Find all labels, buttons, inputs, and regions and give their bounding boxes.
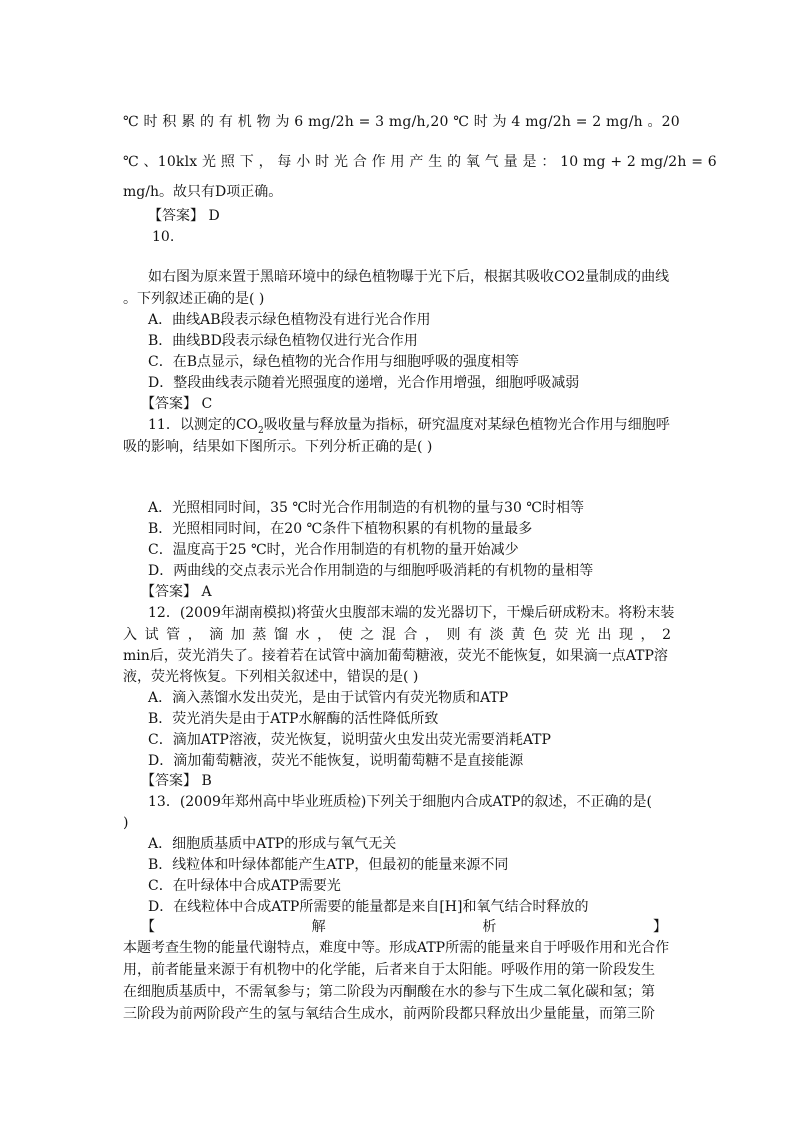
word: 则 [446,627,461,643]
word: 滴 [209,627,224,643]
word: 有 [468,627,482,643]
question-text: 吸的影响，结果如下图所示。下列分析正确的是( ) [123,439,433,455]
word: 管 [166,627,181,643]
question-text: 液，荧光将恢复。下列相关叙述中，错误的是( ) [123,669,419,685]
option-a: A．细胞质基质中ATP的形成与氧气无关 [148,836,397,852]
analysis-text: 用，前者能量来源于有机物中的化学能，后者来自于太阳能。呼吸作用的第一阶段发生 [123,962,655,978]
question-text: 如右图为原来置于黑暗环境中的绿色植物曝于光下后，根据其吸收CO2量制成的曲线 [148,269,670,285]
word: 加 [230,627,245,643]
option-b: B．线粒体和叶绿体都能产生ATP，但最初的能量来源不同 [148,857,509,873]
answer-label: 【答案】 A [141,584,212,600]
answer-label: 【答案】 B [141,773,212,789]
option-d: D．在线粒体中合成ATP所需要的能量都是来自[H]和氧气结合时释放的 [148,899,589,915]
word: 淡 [489,627,504,643]
option-b: B．荧光消失是由于ATP水解酶的活性降低所致 [148,711,439,727]
question-text: 12．(2009年湖南模拟)将萤火虫腹部末端的发光器切下，干燥后研成粉末。将粉末装 [148,605,675,621]
text-line: ℃ 时 积 累 的 有 机 物 为 6 mg/2h = 3 mg/h,20 ℃ 时 为 4 mg/2h = 2 mg/h 。20 [123,114,680,130]
word: 馏 [273,627,288,643]
word: 荧 [554,627,569,643]
word: ， [317,627,332,643]
question-text: 13．(2009年郑州高中毕业班质检)下列关于细胞内合成ATP的叙述，不正确的是( [148,794,652,810]
bracket: 】 [652,919,667,935]
word: 混 [381,627,396,643]
subscript: 2 [258,425,264,436]
text-segment: 11．以测定的CO [148,417,259,433]
word: 试 [144,627,159,643]
word: ， [187,627,202,643]
word: 蒸 [252,627,267,643]
option-d: D．两曲线的交点表示光合作用制造的与细胞呼吸消耗的有机物的量相等 [148,563,594,579]
word: 色 [532,627,547,643]
analysis-heading [141,917,667,937]
question-text: min后，荧光消失了。接着若在试管中滴加葡萄糖液，荧光不能恢复，如果滴一点ATP溶 [123,648,668,664]
analysis-text: 三阶段为前两阶段产生的氢与氧结合生成水，前两阶段都只释放出少量能量，而第三阶 [123,1006,655,1022]
justified-line [123,625,671,645]
word: ， [640,627,655,643]
option-c: C．在叶绿体中合成ATP需要光 [148,878,341,894]
word: 黄 [511,627,526,643]
word: 光 [575,627,590,643]
option-b: B．曲线BD段表示绿色植物仅进行光合作用 [148,333,418,349]
option-d: D．整段曲线表示随着光照强度的递增，光合作用增强，细胞呼吸减弱 [148,375,580,391]
analysis-text: 在细胞质基质中，不需氧参与；第二阶段为丙酮酸在水的参与下生成二氧化碳和氢；第 [123,984,655,1000]
option-c: C．温度高于25 ℃时，光合作用制造的有机物的量开始减少 [148,542,519,558]
option-c: C．在B点显示，绿色植物的光合作用与细胞呼吸的强度相等 [148,354,519,370]
option-a: A．滴入蒸馏水发出荧光，是由于试管内有荧光物质和ATP [148,690,509,706]
word: 现 [618,627,633,643]
option-c: C．滴加ATP溶液，荧光恢复，说明萤火虫发出荧光需要消耗ATP [148,732,551,748]
text-line: mg/h。故只有D项正确。 [123,184,283,200]
word: ， [424,627,439,643]
analysis-text: 本题考查生物的能量代谢特点，难度中等。形成ATP所需的能量来自于呼吸作用和光合作 [123,940,670,956]
word: 析 [482,919,497,935]
question-text: 。下列叙述正确的是( ) [123,291,265,307]
question-text: ) [123,815,129,831]
word: 使 [338,627,353,643]
question-number: 10. [152,229,175,245]
text-line: ℃ 、10klx 光 照 下 ， 每 小 时 光 合 作 用 产 生 的 氧 气 量 是 ： 10 mg + 2 mg/2h = 6 [123,154,717,170]
option-b: B．光照相同时间，在20 ℃条件下植物积累的有机物的量最多 [148,521,533,537]
answer-label: 【答案】 D [148,208,220,224]
text-segment: 吸收量与释放量为指标，研究温度对某绿色植物光合作用与细胞呼 [263,417,670,433]
option-d: D．滴加葡萄糖液，荧光不能恢复，说明葡萄糖不是直接能源 [148,753,524,769]
option-a: A．光照相同时间，35 ℃时光合作用制造的有机物的量与30 ℃时相等 [148,500,584,516]
option-a: A．曲线AB段表示绿色植物没有进行光合作用 [148,312,431,328]
word: 水 [295,627,310,643]
word: 之 [360,627,375,643]
word: 解 [311,919,326,935]
word: 2 [662,627,671,643]
word: 入 [123,627,137,643]
word: 合 [403,627,418,643]
answer-label: 【答案】 C [141,396,213,412]
word: 出 [597,627,612,643]
bracket: 【 [141,919,155,935]
